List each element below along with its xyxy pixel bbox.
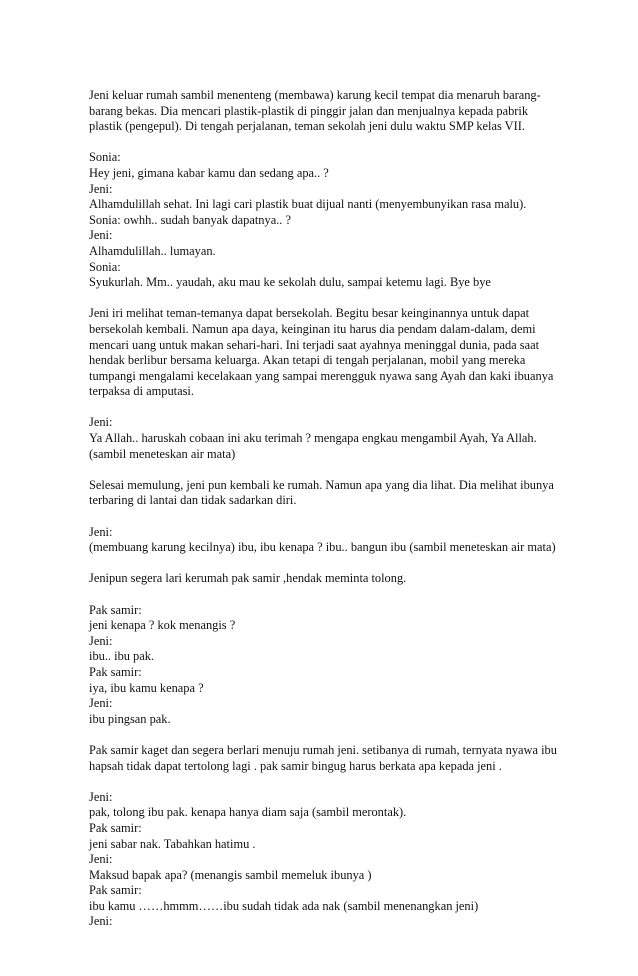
dialogue-line: Jeni:	[89, 524, 113, 539]
paragraph-line: Jenipun segera lari kerumah pak samir ,hendak meminta tolong.	[89, 571, 407, 586]
dialogue-line: Maksud bapak apa? (menangis sambil memeluk ibunya )	[89, 867, 372, 882]
paragraph-line: Jeni iri melihat teman-temanya dapat bersekolah. Begitu besar keinginannya untuk dapat	[89, 306, 530, 321]
narrative-paragraph	[89, 478, 569, 509]
dialogue-line: Jeni:	[89, 852, 113, 867]
dialogue-line: (membuang karung kecilnya) ibu, ibu kenapa ? ibu.. bangun ibu (sambil meneteskan air mata)	[89, 540, 556, 555]
paragraph-line: terpaksa di amputasi.	[89, 384, 194, 399]
dialogue-block	[89, 525, 569, 556]
dialogue-line: Alhamdulillah.. lumayan.	[89, 243, 216, 258]
paragraph-line: terbaring di lantai dan tidak sadarkan diri.	[89, 493, 297, 508]
document-body	[89, 88, 569, 946]
dialogue-line: (sambil meneteskan air mata)	[89, 446, 236, 461]
dialogue-block	[89, 603, 569, 728]
dialogue-block	[89, 415, 569, 462]
dialogue-line: Jeni:	[89, 914, 113, 929]
paragraph-line: Jeni keluar rumah sambil menenteng (membawa) karung kecil tempat dia menaruh barang-	[89, 88, 541, 102]
narrative-paragraph	[89, 88, 569, 135]
dialogue-line: Jeni:	[89, 633, 113, 648]
dialogue-line: ibu kamu ……hmmm……ibu sudah tidak ada nak (sambil menenangkan jeni)	[89, 898, 479, 913]
dialogue-line: ibu pingsan pak.	[89, 711, 171, 726]
dialogue-line: Hey jeni, gimana kabar kamu dan sedang apa.. ?	[89, 165, 329, 180]
paragraph-line: Selesai memulung, jeni pun kembali ke rumah. Namun apa yang dia lihat. Dia melihat ibunya	[89, 477, 554, 492]
dialogue-line: Jeni:	[89, 228, 113, 243]
dialogue-line: ibu.. ibu pak.	[89, 649, 155, 664]
paragraph-line: tumpangi mengalami kecelakaan yang sampai merengguk nyawa sang Ayah dan kaki ibuanya	[89, 368, 554, 383]
dialogue-line: Jeni:	[89, 181, 113, 196]
paragraph-line: barang bekas. Dia mencari plastik-plastik di pinggir jalan dan menjualnya kepada pabrik	[89, 103, 529, 118]
narrative-paragraph	[89, 306, 569, 400]
dialogue-line: Sonia:	[89, 150, 121, 165]
dialogue-line: iya, ibu kamu kenapa ?	[89, 680, 204, 695]
dialogue-line: Sonia: owhh.. sudah banyak dapatnya.. ?	[89, 212, 291, 227]
dialogue-line: Sonia:	[89, 259, 121, 274]
dialogue-line: Syukurlah. Mm.. yaudah, aku mau ke sekolah dulu, sampai ketemu lagi. Bye bye	[89, 275, 491, 290]
dialogue-line: jeni kenapa ? kok menangis ?	[89, 618, 236, 633]
paragraph-line: Pak samir kaget dan segera berlari menuju rumah jeni. setibanya di rumah, ternyata nyawa ibu	[89, 742, 557, 757]
dialogue-line: jeni sabar nak. Tabahkan hatimu .	[89, 836, 256, 851]
paragraph-line: hapsah tidak dapat tertolong lagi . pak samir bingug harus berkata apa kepada jeni .	[89, 758, 502, 773]
paragraph-line: hendak berlibur bersama keluarga. Akan tetapi di tengah perjalanan, mobil yang mereka	[89, 353, 526, 368]
paragraph-line: plastik (pengepul). Di tengah perjalanan, teman sekolah jeni dulu waktu SMP kelas VII.	[89, 119, 525, 134]
dialogue-line: Jeni:	[89, 696, 113, 711]
dialogue-line: Pak samir:	[89, 883, 142, 898]
dialogue-line: Alhamdulillah sehat. Ini lagi cari plastik buat dijual nanti (menyembunyikan rasa malu).	[89, 197, 527, 212]
narrative-paragraph	[89, 571, 569, 587]
dialogue-line: Jeni:	[89, 789, 113, 804]
dialogue-line: Jeni:	[89, 415, 113, 430]
dialogue-line: pak, tolong ibu pak. kenapa hanya diam saja (sambil merontak).	[89, 805, 407, 820]
dialogue-line: Pak samir:	[89, 664, 142, 679]
dialogue-block	[89, 150, 569, 290]
dialogue-line: Pak samir:	[89, 602, 142, 617]
paragraph-line: mencari uang untuk makan sehari-hari. Ini terjadi saat ayahnya meninggal dunia, pada saat	[89, 337, 540, 352]
paragraph-line: bersekolah kembali. Namun apa daya, keinginan itu harus dia pendam dalam-dalam, demi	[89, 321, 536, 336]
dialogue-line: Ya Allah.. haruskah cobaan ini aku terimah ? mengapa engkau mengambil Ayah, Ya Allah.	[89, 431, 537, 446]
dialogue-block	[89, 790, 569, 930]
dialogue-line: Pak samir:	[89, 820, 142, 835]
narrative-paragraph	[89, 743, 569, 774]
